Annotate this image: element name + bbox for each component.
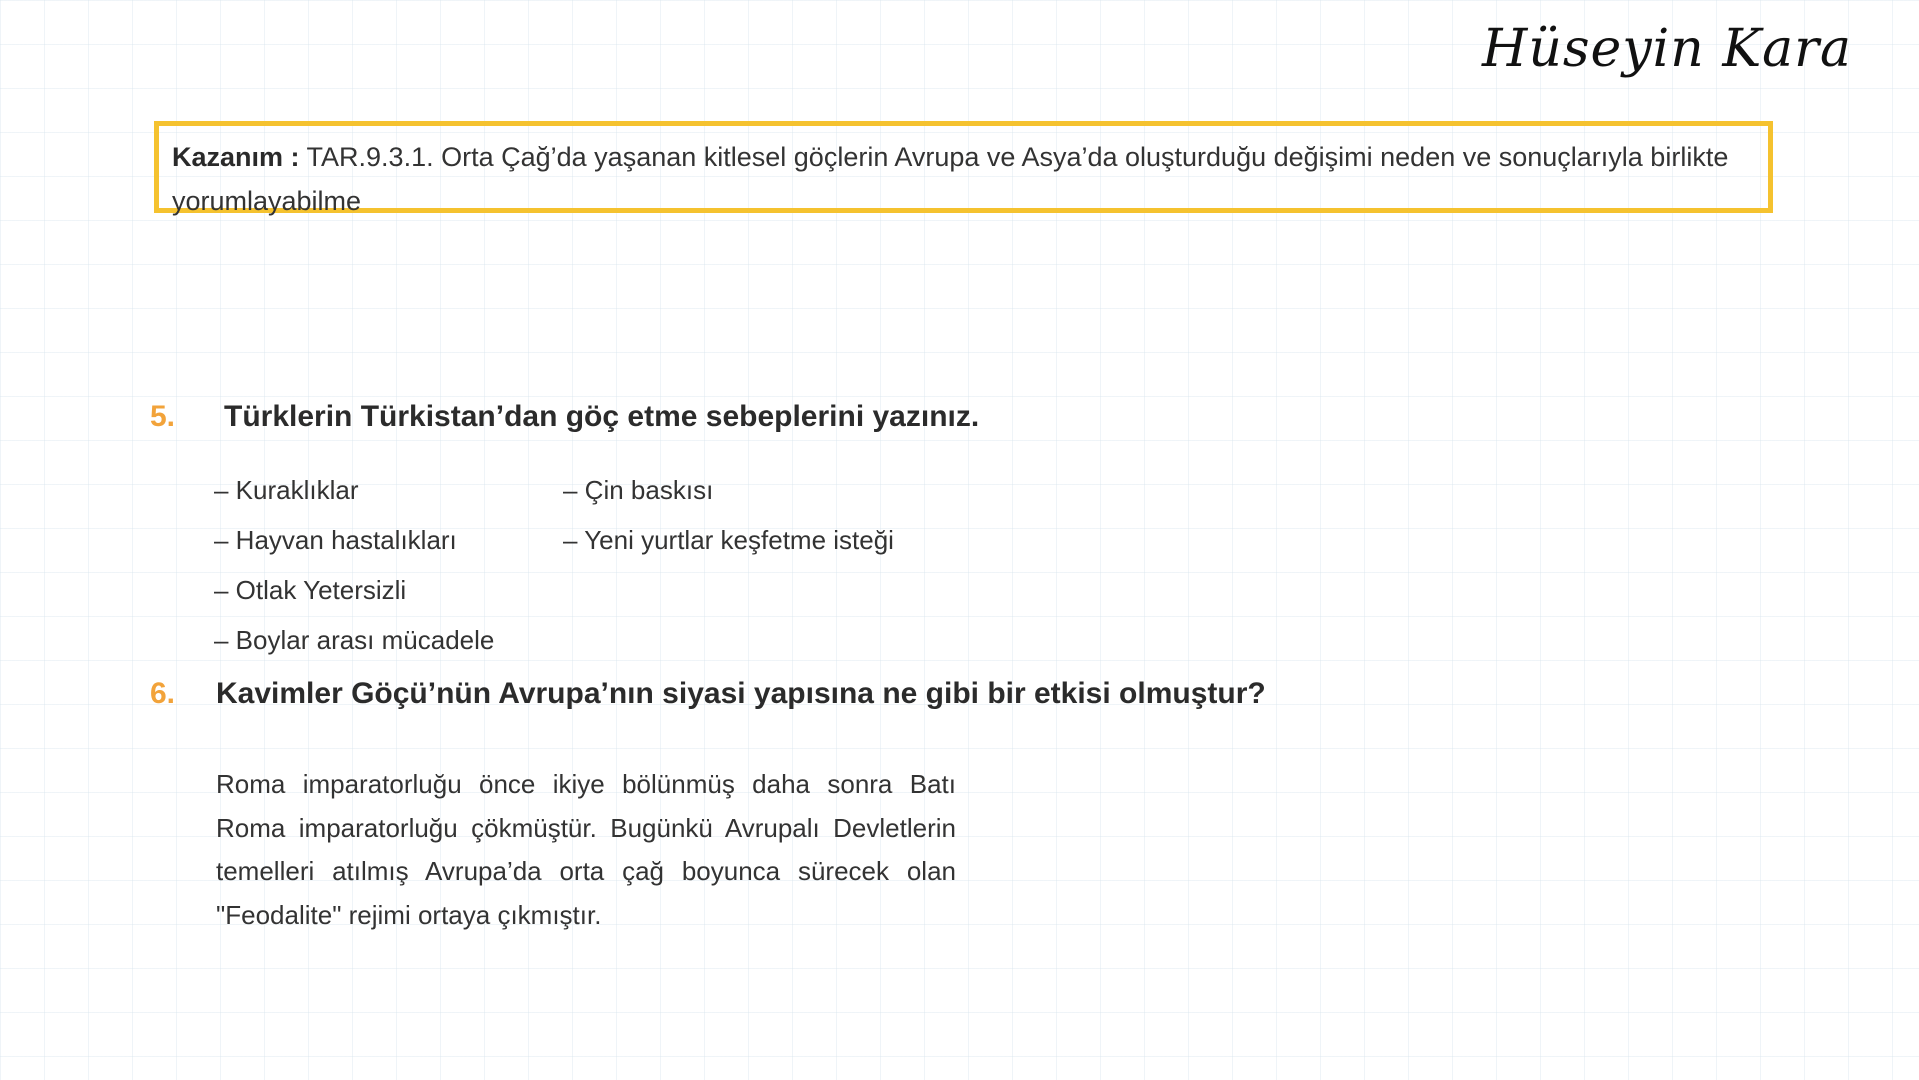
list-item: – Boylar arası mücadele — [214, 625, 495, 655]
list-item: – Yeni yurtlar keşfetme isteği — [563, 525, 894, 555]
question-number: 5. — [150, 400, 176, 433]
signature-text: Hüseyin Kara — [1482, 19, 1853, 79]
reasons-list-right — [563, 465, 894, 565]
list-item: – Otlak Yetersizli — [214, 575, 407, 605]
answer-paragraph: Roma imparatorluğu önce ikiye bölünmüş daha sonra Batı Roma imparatorluğu çökmüştür. Bugünkü Avrupalı Devletlerin temelleri atılmış Avrupa’da orta çağ boyunca sürecek olan "Feodalite" rejimi ortaya çıkmıştır. — [216, 769, 956, 930]
question-5 — [150, 400, 979, 434]
list-item: – Hayvan hastalıkları — [214, 525, 457, 555]
outcome-text: TAR.9.3.1. Orta Çağ’da yaşanan kitlesel göçlerin Avrupa ve Asya’da oluşturduğu değişimi neden ve sonuçlarıyla birlikte yorumlayabilme — [172, 142, 1729, 216]
question-number: 6. — [150, 677, 176, 710]
list-item: – Kuraklıklar — [214, 475, 359, 505]
reasons-list-left — [214, 465, 494, 665]
question-text: Kavimler Göçü’nün Avrupa’nın siyasi yapısına ne gibi bir etkisi olmuştur? — [216, 677, 1266, 710]
learning-outcome-box — [154, 121, 1773, 216]
list-item: – Çin baskısı — [563, 475, 714, 505]
question-6 — [150, 677, 1266, 711]
outcome-label: Kazanım : — [172, 142, 300, 172]
question-text: Türklerin Türkistan’dan göç etme sebeplerini yazınız. — [224, 400, 980, 433]
author-signature — [1478, 10, 1868, 88]
